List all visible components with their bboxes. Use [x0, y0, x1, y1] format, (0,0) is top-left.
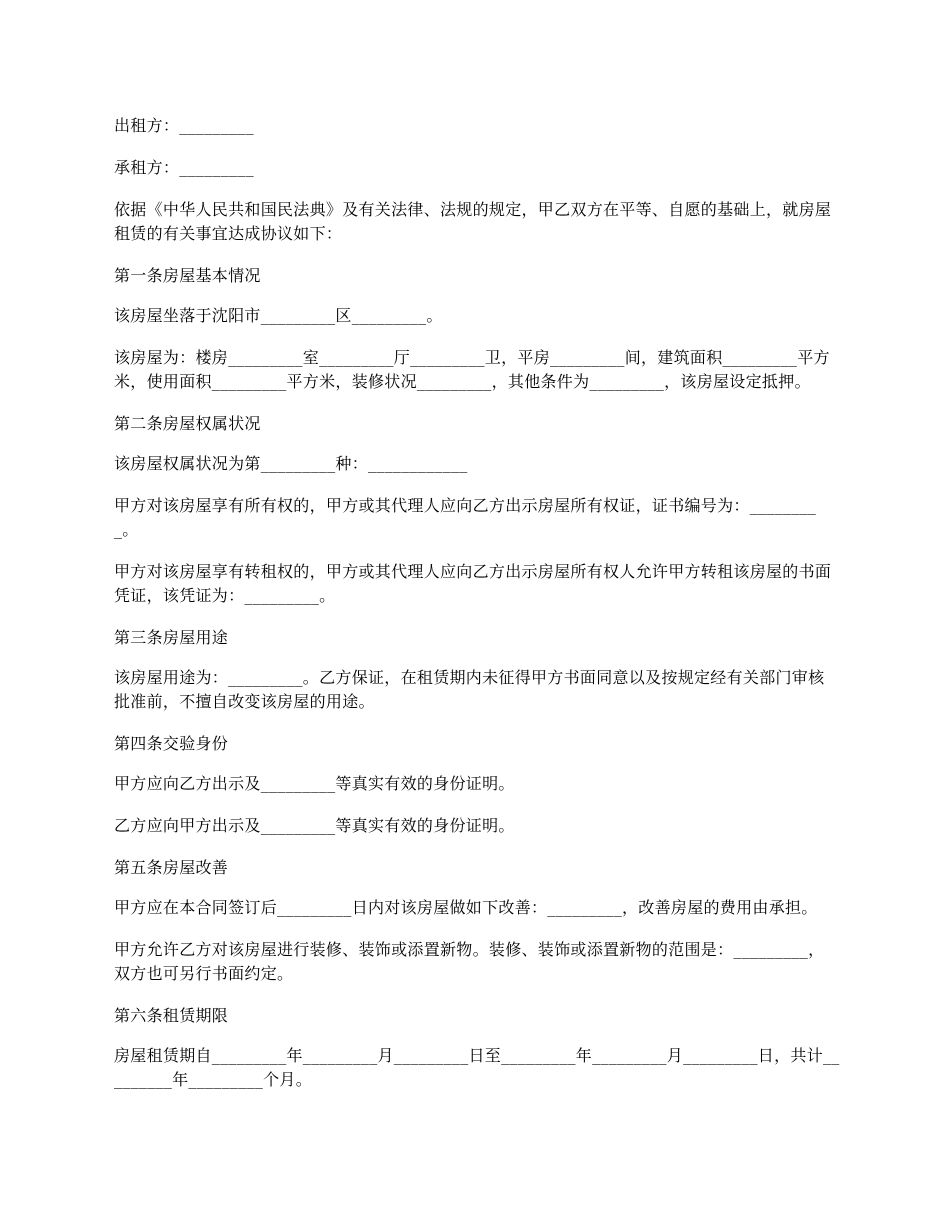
document-body — [114, 114, 840, 1110]
article-5-decoration: 甲方允许乙方对该房屋进行装修、装饰或添置新物。装修、装饰或添置新物的范围是：_________，双方也可另行书面约定。 — [114, 940, 825, 983]
article-6-term: 房屋租赁期自_________年_________月_________日至_________年_________月_________日，共计_________年_________个月。 — [114, 1046, 840, 1089]
article-5-improvement: 甲方应在本合同签订后_________日内对该房屋做如下改善：_________，改善房屋的费用由承担。 — [114, 898, 818, 917]
intro-paragraph: 依据《中华人民共和国民法典》及有关法律、法规的规定，甲乙双方在平等、自愿的基础上，就房屋租赁的有关事宜达成协议如下： — [114, 200, 832, 243]
article-4-party-b-id: 乙方应向甲方出示及_________等真实有效的身份证明。 — [114, 816, 515, 835]
lessee-line: 承租方：_________ — [114, 158, 254, 177]
article-3-usage: 该房屋用途为：_________。乙方保证，在租赁期内未征得甲方书面同意以及按规定经有关部门审核批准前，不擅自改变该房屋的用途。 — [114, 668, 825, 711]
article-2-status: 该房屋权属状况为第_________种：____________ — [114, 454, 468, 473]
article-1-location: 该房屋坐落于沈阳市_________区_________。 — [114, 306, 443, 325]
article-2-ownership: 甲方对该房屋享有所有权的，甲方或其代理人应向乙方出示房屋所有权证，证书编号为：_________。 — [114, 496, 817, 539]
article-4-heading: 第四条交验身份 — [114, 734, 229, 753]
article-1-description: 该房屋为：楼房_________室_________厅_________卫，平房_________间，建筑面积_________平方米，使用面积_________平方米，装修状况_________，其他条件为_________，该房屋设定抵押。 — [114, 348, 830, 391]
article-1-heading: 第一条房屋基本情况 — [114, 266, 261, 285]
lessor-line: 出租方：_________ — [114, 116, 254, 135]
article-2-heading: 第二条房屋权属状况 — [114, 414, 261, 433]
article-2-sublease: 甲方对该房屋享有转租权的，甲方或其代理人应向乙方出示房屋所有权人允许甲方转租该房屋的书面凭证，该凭证为：_________。 — [114, 562, 832, 605]
article-6-heading: 第六条租赁期限 — [114, 1006, 229, 1025]
article-4-party-a-id: 甲方应向乙方出示及_________等真实有效的身份证明。 — [114, 774, 515, 793]
article-5-heading: 第五条房屋改善 — [114, 858, 229, 877]
article-3-heading: 第三条房屋用途 — [114, 628, 229, 647]
